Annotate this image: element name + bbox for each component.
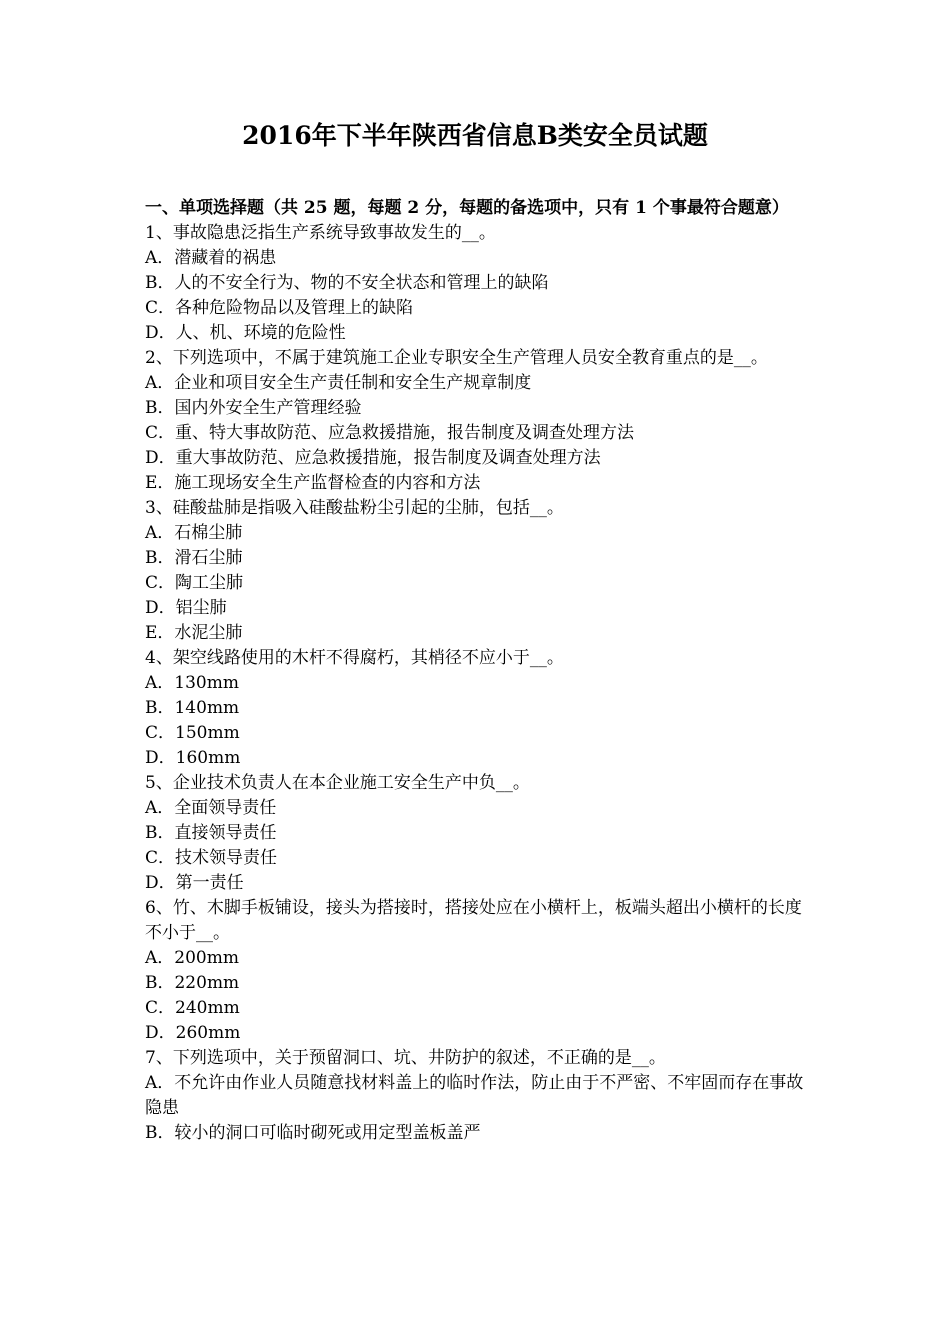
- document-body: [145, 196, 810, 1146]
- question-1-option: A．潜藏着的祸患: [145, 248, 277, 268]
- question-4-option: D．160mm: [145, 748, 241, 768]
- question-2-option: D．重大事故防范、应急救援措施，报告制度及调查处理方法: [145, 448, 601, 468]
- question-6-option: A．200mm: [145, 948, 239, 968]
- question-5-option: B．直接领导责任: [145, 823, 277, 843]
- question-3-option: E．水泥尘肺: [145, 623, 243, 643]
- question-1: 1、事故隐患泛指生产系统导致事故发生的__。: [145, 223, 496, 243]
- question-2-option: B．国内外安全生产管理经验: [145, 398, 362, 418]
- question-4-option: C．150mm: [145, 723, 240, 743]
- question-3-option: B．滑石尘肺: [145, 548, 243, 568]
- question-7: 7、下列选项中，关于预留洞口、坑、井防护的叙述，不正确的是__。: [145, 1048, 666, 1068]
- question-5-option: A．全面领导责任: [145, 798, 277, 818]
- section-heading: 一、单项选择题（共 25 题，每题 2 分，每题的备选项中，只有 1 个事最符合题意）: [145, 198, 789, 218]
- question-list: [145, 221, 810, 1146]
- question-4: 4、架空线路使用的木杆不得腐朽，其梢径不应小于__。: [145, 648, 564, 668]
- question-3-option: D．铝尘肺: [145, 598, 227, 618]
- question-1-option: D．人、机、环境的危险性: [145, 323, 346, 343]
- question-3-option: A．石棉尘肺: [145, 523, 243, 543]
- question-3: 3、硅酸盐肺是指吸入硅酸盐粉尘引起的尘肺，包括__。: [145, 498, 564, 518]
- question-6-option: D．260mm: [145, 1023, 241, 1043]
- question-5-option: D．第一责任: [145, 873, 244, 893]
- question-6: 6、竹、木脚手板铺设，接头为搭接时，搭接处应在小横杆上，板端头超出小横杆的长度不小于__。: [145, 898, 802, 943]
- question-6-option: C．240mm: [145, 998, 240, 1018]
- question-2-option: E．施工现场安全生产监督检查的内容和方法: [145, 473, 481, 493]
- question-6-option: B．220mm: [145, 973, 240, 993]
- question-4-option: A．130mm: [145, 673, 239, 693]
- question-2: 2、下列选项中，不属于建筑施工企业专职安全生产管理人员安全教育重点的是__。: [145, 348, 768, 368]
- document-title: 2016年下半年陕西省信息B类安全员试题: [242, 121, 708, 150]
- question-7-option: B．较小的洞口可临时砌死或用定型盖板盖严: [145, 1123, 481, 1143]
- question-2-option: C．重、特大事故防范、应急救援措施，报告制度及调查处理方法: [145, 423, 635, 443]
- question-5-option: C．技术领导责任: [145, 848, 278, 868]
- question-3-option: C．陶工尘肺: [145, 573, 244, 593]
- question-2-option: A．企业和项目安全生产责任制和安全生产规章制度: [145, 373, 532, 393]
- question-4-option: B．140mm: [145, 698, 240, 718]
- question-5: 5、企业技术负责人在本企业施工安全生产中负__。: [145, 773, 530, 793]
- question-1-option: B．人的不安全行为、物的不安全状态和管理上的缺陷: [145, 273, 549, 293]
- question-7-option: A．不允许由作业人员随意找材料盖上的临时作法，防止由于不严密、不牢固而存在事故隐患: [145, 1073, 804, 1118]
- question-1-option: C．各种危险物品以及管理上的缺陷: [145, 298, 414, 318]
